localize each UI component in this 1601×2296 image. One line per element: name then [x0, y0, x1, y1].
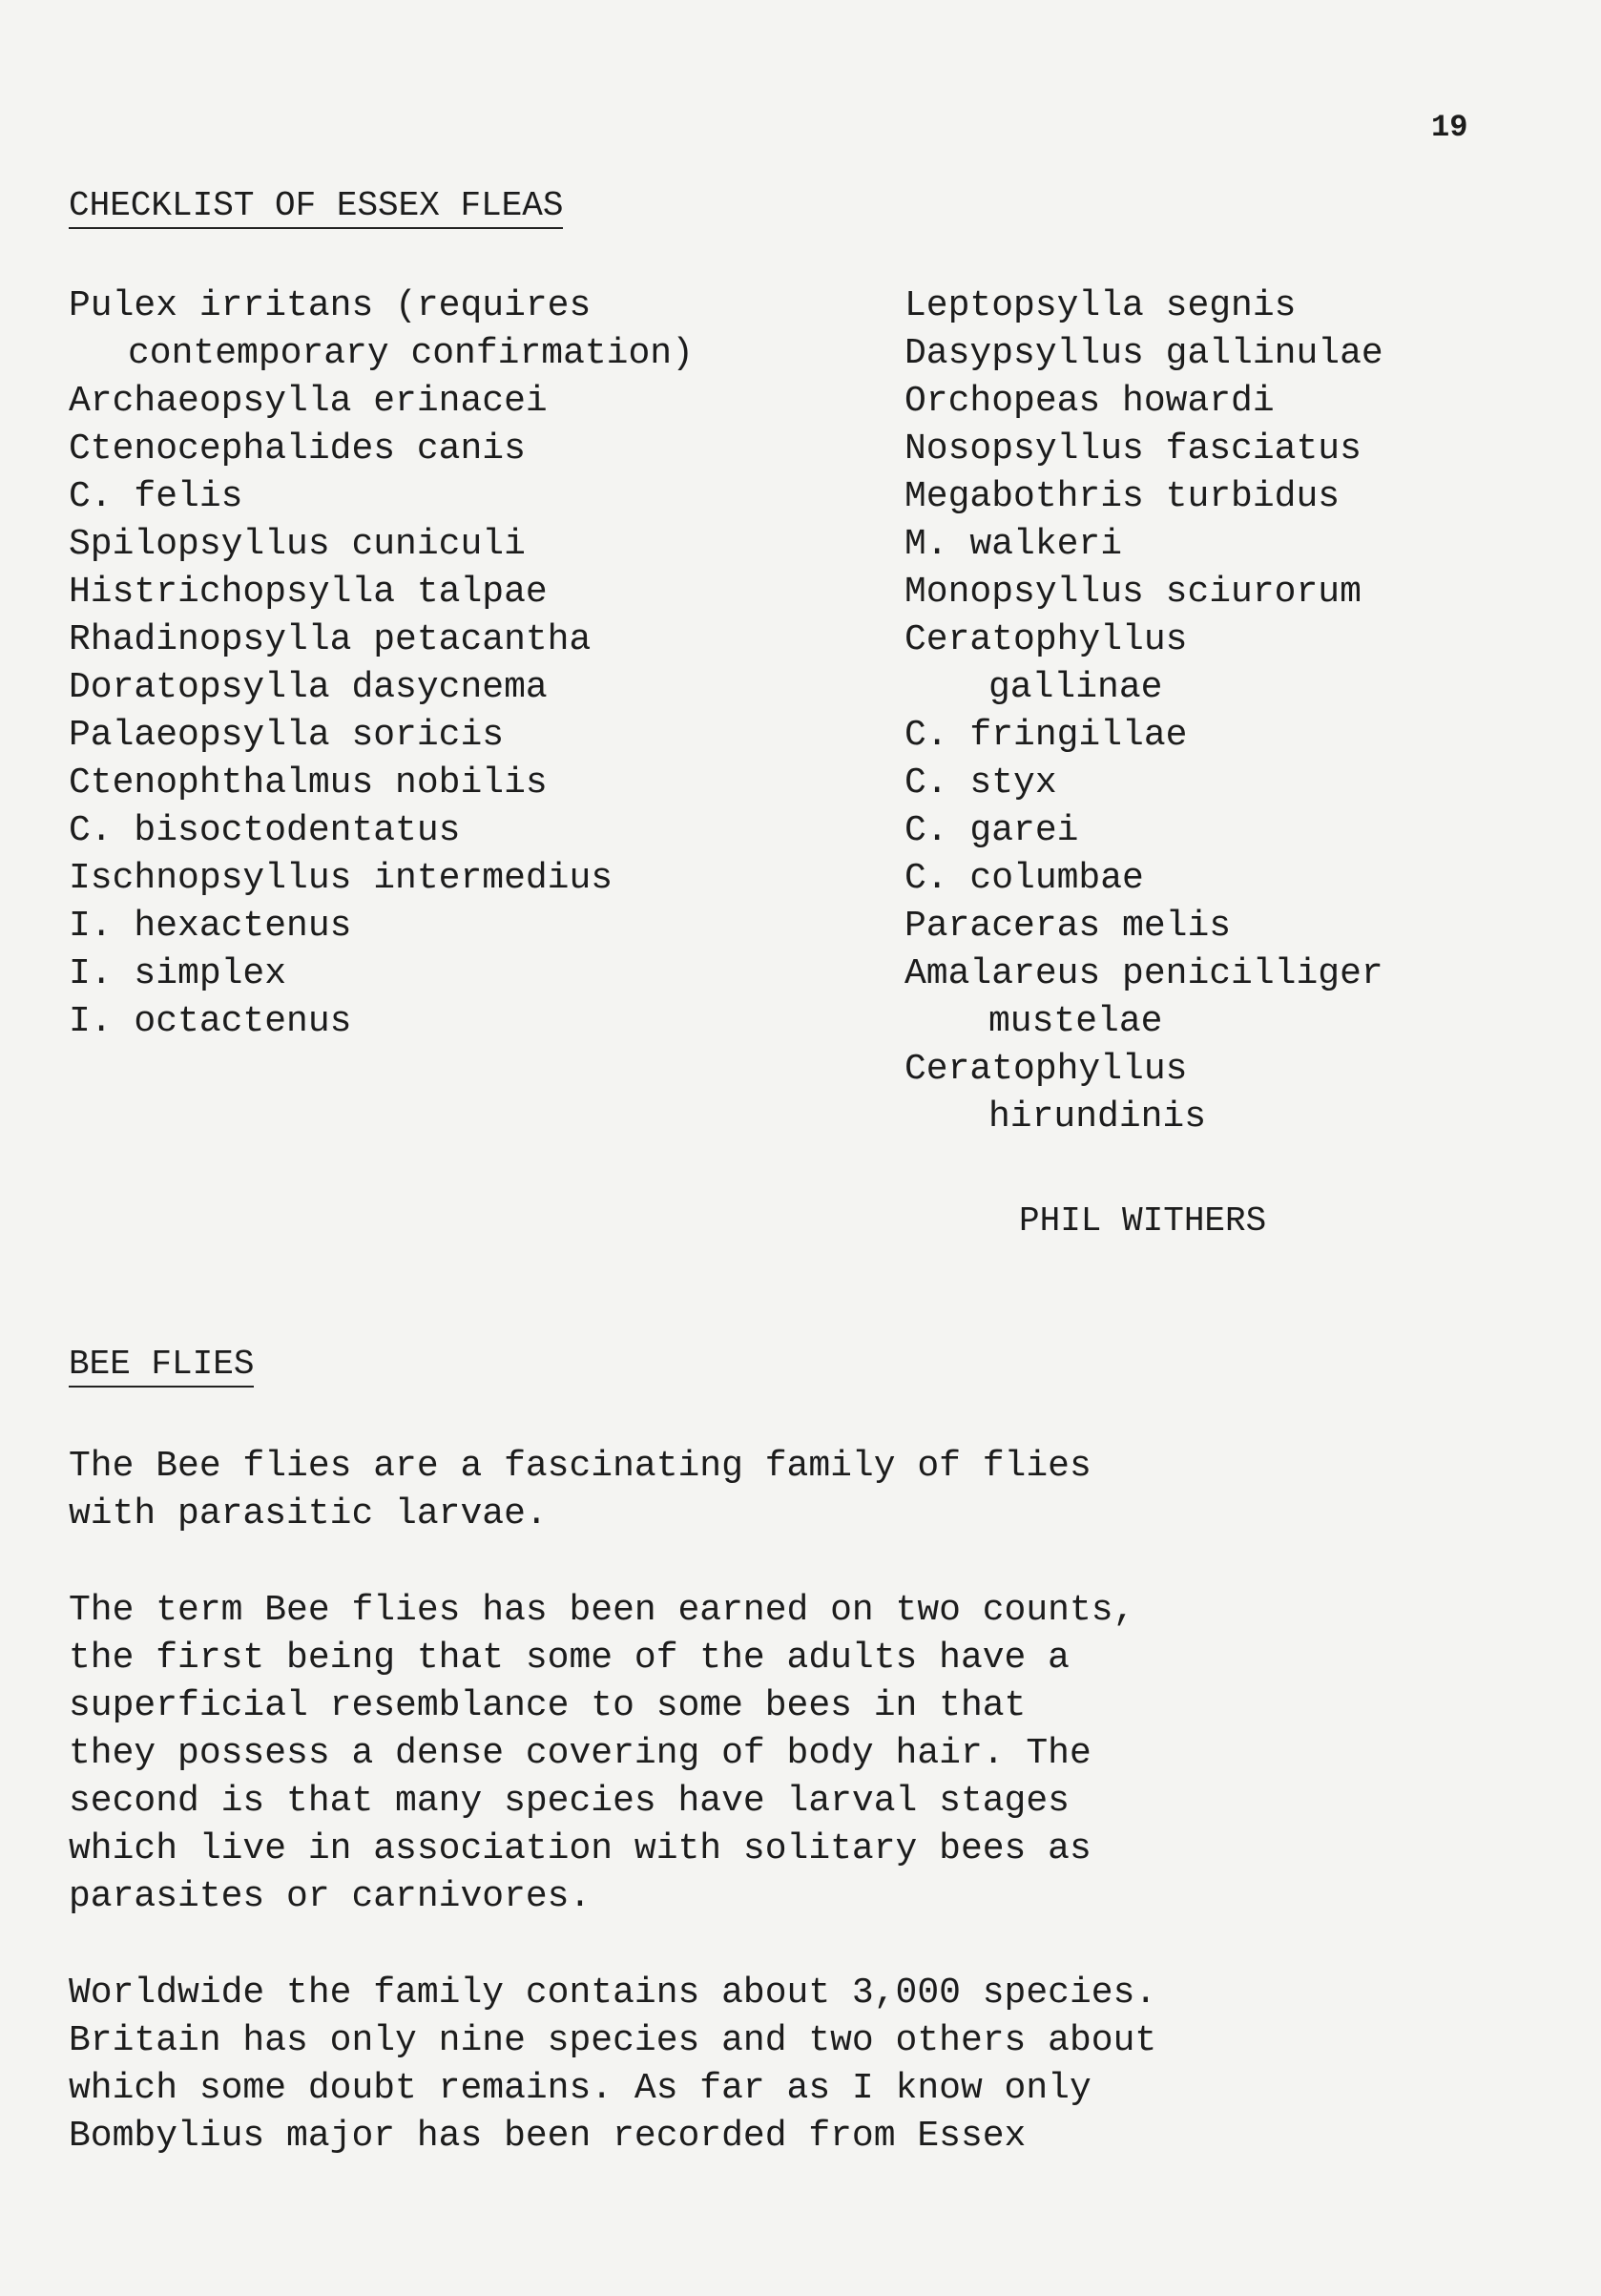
flea-species-entry: Rhadinopsylla petacantha — [69, 619, 592, 660]
paragraph-line: superficial resemblance to some bees in that — [69, 1685, 1027, 1726]
flea-species-entry: Dasypsyllus gallinulae — [904, 333, 1383, 374]
bee-flies-paragraph-2 — [69, 1587, 1557, 1921]
flea-species-entry: Ceratophyllus — [904, 1049, 1188, 1090]
paragraph-line: which some doubt remains. As far as I know only — [69, 2068, 1092, 2109]
paragraph-line: Britain has only nine species and two others about — [69, 2020, 1157, 2061]
flea-species-entry: Monopsyllus sciurorum — [904, 572, 1362, 613]
flea-species-entry: Orchopeas howardi — [904, 381, 1275, 422]
flea-species-entry: mustelae — [988, 1001, 1163, 1042]
bee-flies-paragraph-1 — [69, 1443, 1557, 1538]
paragraph-line: The Bee flies are a fascinating family of flies — [69, 1446, 1092, 1487]
flea-species-entry: C. garei — [904, 810, 1079, 851]
flea-species-entry: M. walkeri — [904, 524, 1123, 565]
paragraph-line: which live in association with solitary bees as — [69, 1828, 1092, 1869]
flea-species-entry: Spilopsyllus cuniculi — [69, 524, 526, 565]
flea-species-entry: C. fringillae — [904, 715, 1188, 756]
flea-species-entry: Paraceras melis — [904, 906, 1232, 947]
paragraph-line: they possess a dense covering of body hair. The — [69, 1733, 1092, 1774]
paragraph-line: with parasitic larvae. — [69, 1493, 548, 1534]
flea-species-entry: I. octactenus — [69, 1001, 352, 1042]
flea-species-entry: I. hexactenus — [69, 906, 352, 947]
flea-species-entry: Megabothris turbidus — [904, 476, 1341, 517]
flea-species-entry: Archaeopsylla erinacei — [69, 381, 548, 422]
flea-species-entry: hirundinis — [988, 1096, 1207, 1138]
bee-flies-heading: BEE FLIES — [69, 1346, 254, 1388]
flea-species-entry: contemporary confirmation) — [128, 333, 694, 374]
flea-species-entry: C. columbae — [904, 858, 1144, 899]
flea-species-entry: gallinae — [988, 667, 1163, 708]
flea-species-entry: Histrichopsylla talpae — [69, 572, 548, 613]
flea-list-left-column — [69, 282, 694, 1046]
flea-species-entry: Amalareus penicilliger — [904, 953, 1383, 994]
paragraph-line: Bombylius major has been recorded from Essex — [69, 2116, 1027, 2157]
flea-species-entry: Pulex irritans (requires — [69, 285, 592, 326]
flea-species-entry: C. felis — [69, 476, 243, 517]
flea-list-right-column — [904, 282, 1383, 1141]
paragraph-line: parasites or carnivores. — [69, 1876, 592, 1917]
page-number: 19 — [1431, 110, 1468, 145]
flea-species-entry: Ctenocephalides canis — [69, 428, 526, 470]
flea-species-entry: Leptopsylla segnis — [904, 285, 1297, 326]
flea-species-entry: Ctenophthalmus nobilis — [69, 762, 548, 804]
paragraph-line: second is that many species have larval stages — [69, 1781, 1070, 1822]
paragraph-line: the first being that some of the adults have a — [69, 1638, 1070, 1679]
flea-species-entry: Ischnopsyllus intermedius — [69, 858, 613, 899]
flea-species-entry: Nosopsyllus fasciatus — [904, 428, 1362, 470]
paragraph-line: Worldwide the family contains about 3,000 species. — [69, 1972, 1157, 2014]
flea-species-entry: Palaeopsylla soricis — [69, 715, 505, 756]
flea-species-entry: C. bisoctodentatus — [69, 810, 461, 851]
author-signature: PHIL WITHERS — [1019, 1201, 1267, 1241]
bee-flies-paragraph-3 — [69, 1970, 1557, 2160]
paragraph-line: The term Bee flies has been earned on two counts, — [69, 1590, 1135, 1631]
flea-species-entry: I. simplex — [69, 953, 287, 994]
flea-species-entry: C. styx — [904, 762, 1057, 804]
checklist-heading: CHECKLIST OF ESSEX FLEAS — [69, 187, 563, 229]
flea-species-entry: Doratopsylla dasycnema — [69, 667, 548, 708]
flea-species-entry: Ceratophyllus — [904, 619, 1188, 660]
